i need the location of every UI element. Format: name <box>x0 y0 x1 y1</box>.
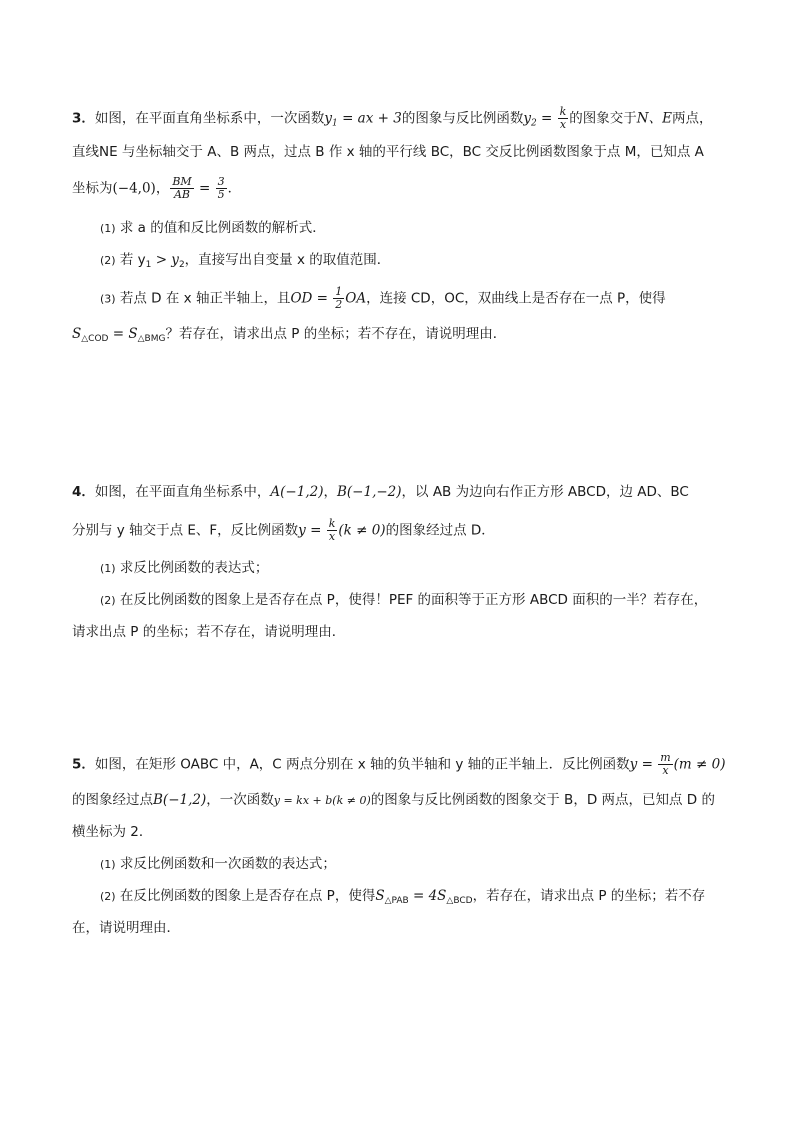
math: y <box>324 110 333 127</box>
fraction: $\frac{k}{x}$ <box>328 517 336 543</box>
problem-3-q1: (1) 求 a 的值和反比例函数的解析式． <box>100 220 326 236</box>
problem-5-q2-cont: 在，请说明理由． <box>72 920 180 936</box>
fraction: $\frac{BM}{AB}$ <box>172 175 192 201</box>
problem-5-q2: (2) 在反比例函数的图象上是否存在点 P，使得$S_{\triangle PAB} = 4S_{\triangle BCD}$，若存在，请求出点 P 的坐标；若不存 <box>100 888 706 906</box>
problem-3-line-3: 坐标为(−4,0)， $\frac{BM}{AB}$ = $\frac{3}{5}$ ． <box>72 175 242 201</box>
text: 两点， <box>671 110 713 127</box>
problem-4-line-2: 分别与 y 轴交于点 E、F，反比例函数y = $\frac{k}{x}$ (k ≠ 0)的图象经过点 D． <box>72 517 495 543</box>
problem-3-q3-cont: $S_{\triangle COD} = S_{\triangle BMG}$？若存在，请求出点 P 的坐标；若不存在，请说明理由． <box>72 326 507 344</box>
problem-5-line-1: 5．如图，在矩形 OABC 中，A，C 两点分别在 x 轴的负半轴和 y 轴的正半轴上．反比例函数y = $\frac{m}{x}$ (m ≠ 0) <box>72 751 726 777</box>
problem-number: 4． <box>72 484 95 500</box>
fraction: $\frac{k}{x}$ <box>559 105 567 131</box>
fraction: $\frac{3}{5}$ <box>217 175 225 201</box>
math-sub: 2 <box>530 118 537 129</box>
text: 如图，在平面直角坐标系中，一次函数 <box>94 110 325 127</box>
problem-4-q1: (1) 求反比例函数的表达式； <box>100 560 269 576</box>
problem-3-line-1: 3．如图，在平面直角坐标系中，一次函数$y_1$ = ax + 3的图象与反比例函数$y_2$ = $\frac{k}{x}$ 的图象交于N、E两点， <box>72 105 713 131</box>
problem-number: 3． <box>72 110 95 127</box>
problem-4-line-1: 4．如图，在平面直角坐标系中，A(−1,2)，B(−1,−2)，以 AB 为边向右作正方形 ABCD，边 AD、BC <box>72 484 689 500</box>
problem-3-line-2: 直线NE 与坐标轴交于 A、B 两点，过点 B 作 x 轴的平行线 BC，BC 交反比例函数图象于点 M，已知点 A <box>72 144 704 160</box>
math: = ax + 3 <box>337 110 402 127</box>
math-sub: 1 <box>332 118 338 129</box>
fraction: $\frac{1}{2}$ <box>335 285 343 311</box>
problem-4-q2: (2) 在反比例函数的图象上是否存在点 P，使得！PEF 的面积等于正方形 ABCD 面积的一半？若存在， <box>100 592 708 608</box>
math: y <box>523 110 531 127</box>
problem-5-line-2: 的图象经过点B(−1,2)，一次函数y = kx + b(k ≠ 0)的图象与反比例函数的图象交于 B，D 两点，已知点 D 的 <box>72 792 715 808</box>
problem-5-line-3: 横坐标为 2． <box>72 824 153 840</box>
math: N、E <box>636 110 672 127</box>
problem-3-q3: (3) 若点 D 在 x 轴正半轴上，且OD = $\frac{1}{2}$ OA，连接 CD，OC，双曲线上是否存在一点 P，使得 <box>100 285 666 311</box>
problem-4-q2-cont: 请求出点 P 的坐标；若不存在，请说明理由． <box>72 624 346 640</box>
text: 的图象与反比例函数 <box>401 110 524 127</box>
problem-number: 5． <box>72 756 95 773</box>
problem-5-q1: (1) 求反比例函数和一次函数的表达式； <box>100 856 336 872</box>
fraction: $\frac{m}{x}$ <box>660 751 671 777</box>
problem-3-q2: (2) 若 $y_1 > y_2$，直接写出自变量 x 的取值范围． <box>100 252 391 270</box>
text: 的图象交于 <box>569 110 637 127</box>
